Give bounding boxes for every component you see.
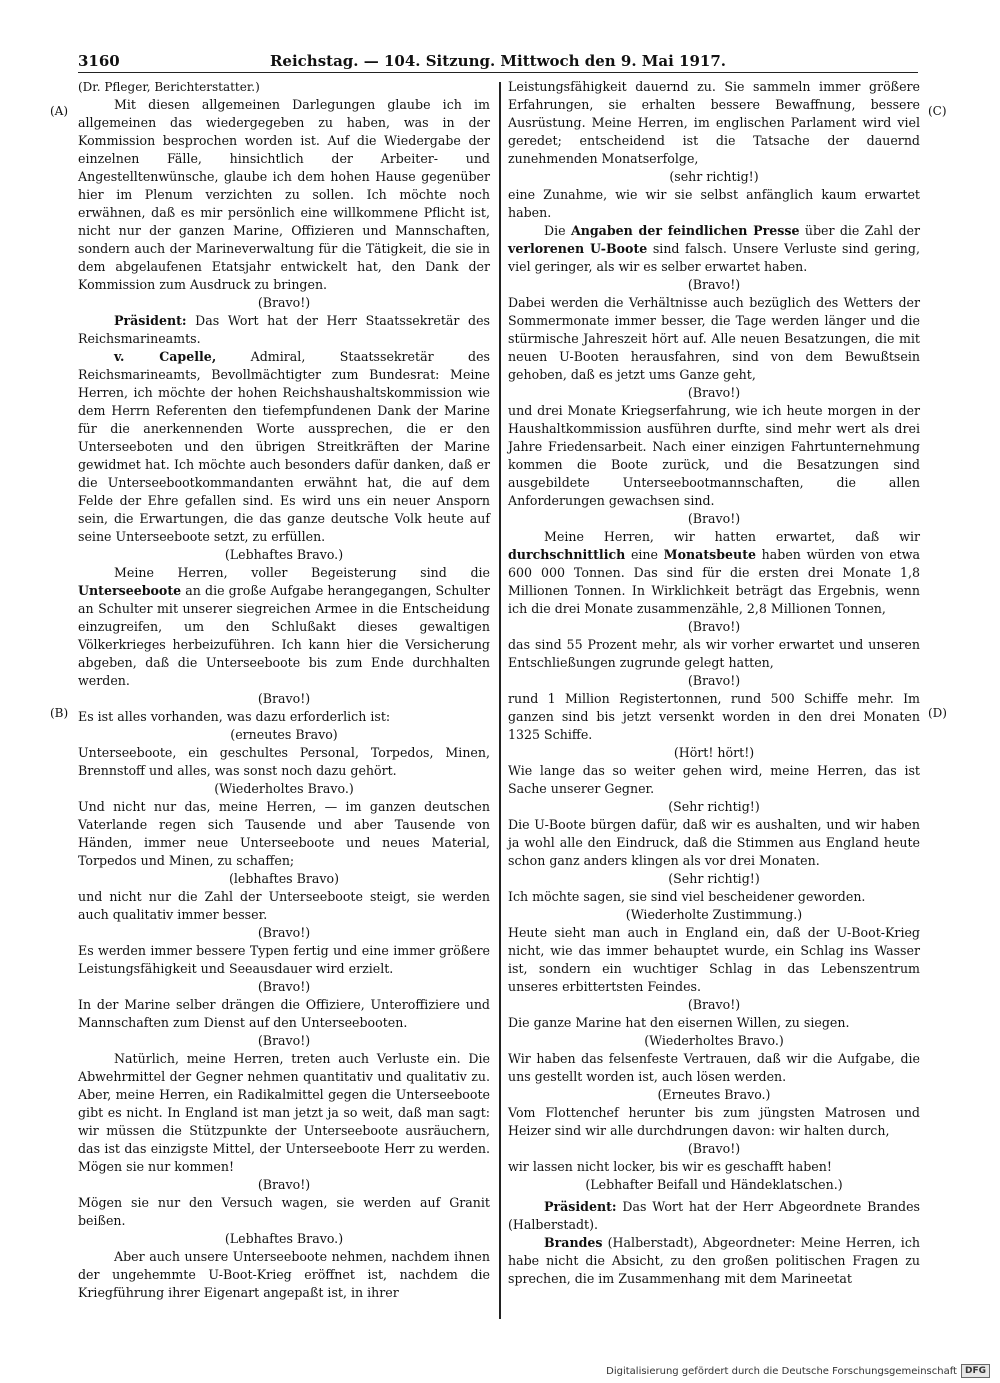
paragraph: Vom Flottenchef herunter bis zum jüngsten Matrosen und Heizer sind wir alle durchdrungen davon: wir halten durch, xyxy=(508,1105,920,1138)
interjection: (Wiederholtes Bravo.) xyxy=(644,1033,784,1048)
paragraph: Wie lange das so weiter gehen wird, meine Herren, das ist Sache unserer Gegner. xyxy=(508,763,920,796)
emphasis: Unterseeboote xyxy=(78,583,182,598)
speaker-name: Präsident: xyxy=(114,313,187,328)
footer-text: Digitalisierung gefördert durch die Deutsche Forschungsgemeinschaft xyxy=(606,1366,957,1377)
paragraph: das sind 55 Prozent mehr, als wir vorher erwartet und unseren Entschließungen zugrunde gelegt hatten, xyxy=(508,637,920,670)
interjection: (erneutes Bravo) xyxy=(230,727,338,742)
interjection: (Bravo!) xyxy=(687,673,741,688)
paragraph: und nicht nur die Zahl der Unterseeboote steigt, sie werden auch qualitativ immer besser. xyxy=(78,889,490,922)
paragraph: Dabei werden die Verhältnisse auch bezüglich des Wetters der Sommermonate immer besser, die Tage werden länger und die stürmische Jahreszeit hört auf. Alle neuen Besatzungen, die mit neuen U-Booten herausfahren, sind von dem Bewußtsein gehoben, daß es jetzt ums Ganze geht, xyxy=(508,295,920,382)
interjection: (Bravo!) xyxy=(687,511,741,526)
paragraph: Leistungsfähigkeit dauernd zu. Sie sammeln immer größere Erfahrungen, sie erhalten bessere Bewaffnung, bessere Ausrüstung. Meine Herren, im englischen Parlament wird viel geredet; entscheidend ist die Tatsache der dauernd zunehmenden Monatserfolge, xyxy=(508,79,920,166)
right-column xyxy=(508,78,920,1288)
interjection: (sehr richtig!) xyxy=(669,169,759,184)
speaker-continuation: (Dr. Pfleger, Berichterstatter.) xyxy=(78,80,260,94)
interjection: (Bravo!) xyxy=(687,997,741,1012)
header-title: Reichstag. — 104. Sitzung. Mittwoch den 9. Mai 1917. xyxy=(269,52,727,70)
paragraph xyxy=(508,528,920,618)
paragraph: wir lassen nicht locker, bis wir es geschafft haben! xyxy=(508,1159,832,1174)
speaker-text: Admiral, Staatssekretär des Reichsmarineamts, Bevollmächtigter zum Bundesrat: Meine Herren, ich möchte der hohen Reichshaushaltskommission wie dem Herrn Referenten den tiefempfundenen Dank der Marine für die anerkennenden Worte aussprechen, die er den Unterseeboten und den übrigen Streitkräften der Marine gewidmet hat. Ich möchte auch besonders dafür danken, daß er die Unterseebootkommandanten erwähnt hat, die auf dem Felde der Ehre gefallen sind. Es wird uns ein neuer Ansporn sein, die Erwartungen, die das ganze deutsche Volk heute auf seine Unterseeboote setzt, zu erfüllen. xyxy=(78,349,490,544)
paragraph xyxy=(508,222,920,276)
interjection: (Sehr richtig!) xyxy=(668,799,760,814)
interjection: (Erneutes Bravo.) xyxy=(657,1087,771,1102)
interjection: (Bravo!) xyxy=(257,979,311,994)
paragraph xyxy=(78,564,490,690)
text-run: Meine Herren, voller Begeisterung sind die xyxy=(114,565,490,580)
paragraph: Ich möchte sagen, sie sind viel bescheidener geworden. xyxy=(508,889,866,904)
paragraph: Mögen sie nur den Versuch wagen, sie werden auf Granit beißen. xyxy=(78,1195,490,1228)
interjection: (Bravo!) xyxy=(687,619,741,634)
speaker-name: Präsident: xyxy=(544,1199,617,1214)
text-run: Die xyxy=(544,223,571,238)
text-run: sind falsch. Unsere Verluste sind gering, viel geringer, als wir es selber erwartet haben. xyxy=(508,241,920,274)
left-column xyxy=(78,78,490,1302)
emphasis: durchschnittlich xyxy=(508,547,626,562)
paragraph: Aber auch unsere Unterseeboote nehmen, nachdem ihnen der ungehemmte U-Boot-Krieg eröffnet ist, nachdem die Kriegführung ihrer Eigenart angepaßt ist, in ihrer xyxy=(78,1249,490,1300)
paragraph xyxy=(78,348,490,546)
digitization-footer xyxy=(590,1364,990,1378)
speaker-text: Das Wort hat der Herr Staatssekretär des Reichsmarineamts. xyxy=(78,313,490,346)
paragraph: In der Marine selber drängen die Offiziere, Unteroffiziere und Mannschaften zum Dienst auf den Unterseebooten. xyxy=(78,997,490,1030)
text-run: Meine Herren, wir hatten erwartet, daß wir xyxy=(544,529,920,544)
interjection: (Wiederholtes Bravo.) xyxy=(214,781,354,796)
interjection: (Sehr richtig!) xyxy=(668,871,760,886)
paragraph: Die ganze Marine hat den eisernen Willen, zu siegen. xyxy=(508,1015,850,1030)
emphasis: Monatsbeute xyxy=(663,547,757,562)
interjection: (Bravo!) xyxy=(257,1033,311,1048)
margin-marker-a: (A) xyxy=(50,104,69,118)
column-divider xyxy=(499,82,501,1319)
speaker-text: (Halberstadt), Abgeordneter: Meine Herren, ich habe nicht die Absicht, zu den großen politischen Fragen zu sprechen, die im Zusammenhang mit dem Marineetat xyxy=(508,1235,920,1286)
paragraph: Unterseeboote, ein geschultes Personal, Torpedos, Minen, Brennstoff und alles, was sonst noch dazu gehört. xyxy=(78,745,490,778)
text-run: über die Zahl der xyxy=(799,223,921,238)
interjection: (Lebhaftes Bravo.) xyxy=(224,547,344,562)
speaker-text: Das Wort hat der Herr Abgeordnete Brandes (Halberstadt). xyxy=(508,1199,920,1232)
paragraph: Heute sieht man auch in England ein, daß der U-Boot-Krieg nicht, wie das immer behauptet wurde, ein Schlag ins Wasser ist, sondern ein wuchtiger Schlag in das Lebenszentrum unseres erbittertsten Feindes. xyxy=(508,925,920,994)
paragraph xyxy=(78,312,490,348)
paragraph: Mit diesen allgemeinen Darlegungen glaube ich im allgemeinen das wiedergegeben zu haben, was in der Kommission besprochen worden ist. Auf die Wiedergabe der einzelnen Fälle, hinsichtlich der Arbeiter- und Angestelltenwünsche, glaube ich dem hohen Hause gegenüber hier im Plenum verzichten zu sollen. Ich möchte noch erwähnen, daß es mir persönlich eine willkommene Pflicht ist, nicht nur der ganzen Marine, Offizieren und Mannschaften, sondern auch der Marineverwaltung für die Tätigkeit, die sie in dem abgelaufenen Etatsjahr entwickelt hat, den Dank der Kommission zum Ausdruck zu bringen. xyxy=(78,97,490,292)
interjection: (Bravo!) xyxy=(257,295,311,310)
interjection: (Lebhaftes Bravo.) xyxy=(224,1231,344,1246)
paragraph xyxy=(508,1234,920,1288)
paragraph: Es ist alles vorhanden, was dazu erforderlich ist: xyxy=(78,709,391,724)
emphasis: verlorenen U-Boote xyxy=(508,241,648,256)
interjection: (Hört! hört!) xyxy=(673,745,755,760)
margin-marker-d: (D) xyxy=(928,706,947,720)
interjection: (Bravo!) xyxy=(257,1177,311,1192)
text-run: haben würden von etwa 600 000 Tonnen. Das sind für die ersten drei Monate 1,8 Millionen Tonnen. In Wirklichkeit beträgt das Ergebnis, wenn ich die drei Monate zusammenzähle, 2,8 Millionen Tonnen, xyxy=(508,547,920,616)
paragraph: Und nicht nur das, meine Herren, — im ganzen deutschen Vaterlande regen sich Tausende und aber Tausende von Händen, immer neue Unterseeboote und neues Material, Torpedos und Minen, zu schaffen; xyxy=(78,799,490,868)
paragraph: Natürlich, meine Herren, treten auch Verluste ein. Die Abwehrmittel der Gegner nehmen quantitativ und qualitativ zu. Aber, meine Herren, ein Radikalmittel gegen die Unterseeboote gibt es nicht. In England ist man jetzt ja so weit, daß man sagt: wir müssen die Stützpunkte der Unterseeboote ausräuchern, das ist das einzigste Mittel, der Unterseeboote Herr zu werden. Mögen sie nur kommen! xyxy=(78,1051,490,1174)
interjection: (Lebhafter Beifall und Händeklatschen.) xyxy=(585,1177,843,1192)
speaker-name: v. Capelle, xyxy=(114,349,217,364)
margin-marker-b: (B) xyxy=(50,706,69,720)
interjection: (Wiederholte Zustimmung.) xyxy=(625,907,803,922)
interjection: (lebhaftes Bravo) xyxy=(228,871,340,886)
paragraph: Die U-Boote bürgen dafür, daß wir es aushalten, und wir haben ja wohl alle den Eindruck, daß die Stimmen aus England heute schon ganz anders klingen als vor drei Monaten. xyxy=(508,817,920,868)
text-run: an die große Aufgabe herangegangen, Schulter an Schulter mit unserer siegreichen Armee in die Entscheidung einzugreifen, um den Schlußakt dieses gewaltigen Völkerkrieges herbeizuführen. Ich kann hier die Versicherung abgeben, daß die Unterseeboote bis zum Ende durchhalten werden. xyxy=(78,583,490,688)
speaker-name: Brandes xyxy=(544,1235,603,1250)
dfg-logo: DFG xyxy=(961,1364,990,1378)
interjection: (Bravo!) xyxy=(257,691,311,706)
interjection: (Bravo!) xyxy=(687,277,741,292)
page-number: 3160 xyxy=(78,52,120,70)
text-run: eine xyxy=(625,547,664,562)
paragraph: rund 1 Million Registertonnen, rund 500 Schiffe mehr. Im ganzen sind bis jetzt versenkt worden in den drei Monaten 1325 Schiffe. xyxy=(508,691,920,742)
emphasis: Angaben der feindlichen Presse xyxy=(570,223,800,238)
paragraph xyxy=(508,1198,920,1234)
interjection: (Bravo!) xyxy=(257,925,311,940)
paragraph: und drei Monate Kriegserfahrung, wie ich heute morgen in der Haushaltkommission ausführen durfte, sind mehr wert als drei Jahre Friedensarbeit. Nach einer einzigen Fahrtunternehmung kommen die Boote zurück, und die Besatzungen sind ausgebildete Unterseebootmannschaften, die allen Anforderungen gewachsen sind. xyxy=(508,403,920,508)
running-header xyxy=(78,46,918,73)
interjection: (Bravo!) xyxy=(687,1141,741,1156)
paragraph: Es werden immer bessere Typen fertig und eine immer größere Leistungsfähigkeit und Seeausdauer wird erzielt. xyxy=(78,943,490,976)
paragraph: Wir haben das felsenfeste Vertrauen, daß wir die Aufgabe, die uns gestellt worden ist, auch lösen werden. xyxy=(508,1051,920,1084)
margin-marker-c: (C) xyxy=(928,104,947,118)
paragraph: eine Zunahme, wie wir sie selbst anfänglich kaum erwartet haben. xyxy=(508,187,920,220)
interjection: (Bravo!) xyxy=(687,385,741,400)
